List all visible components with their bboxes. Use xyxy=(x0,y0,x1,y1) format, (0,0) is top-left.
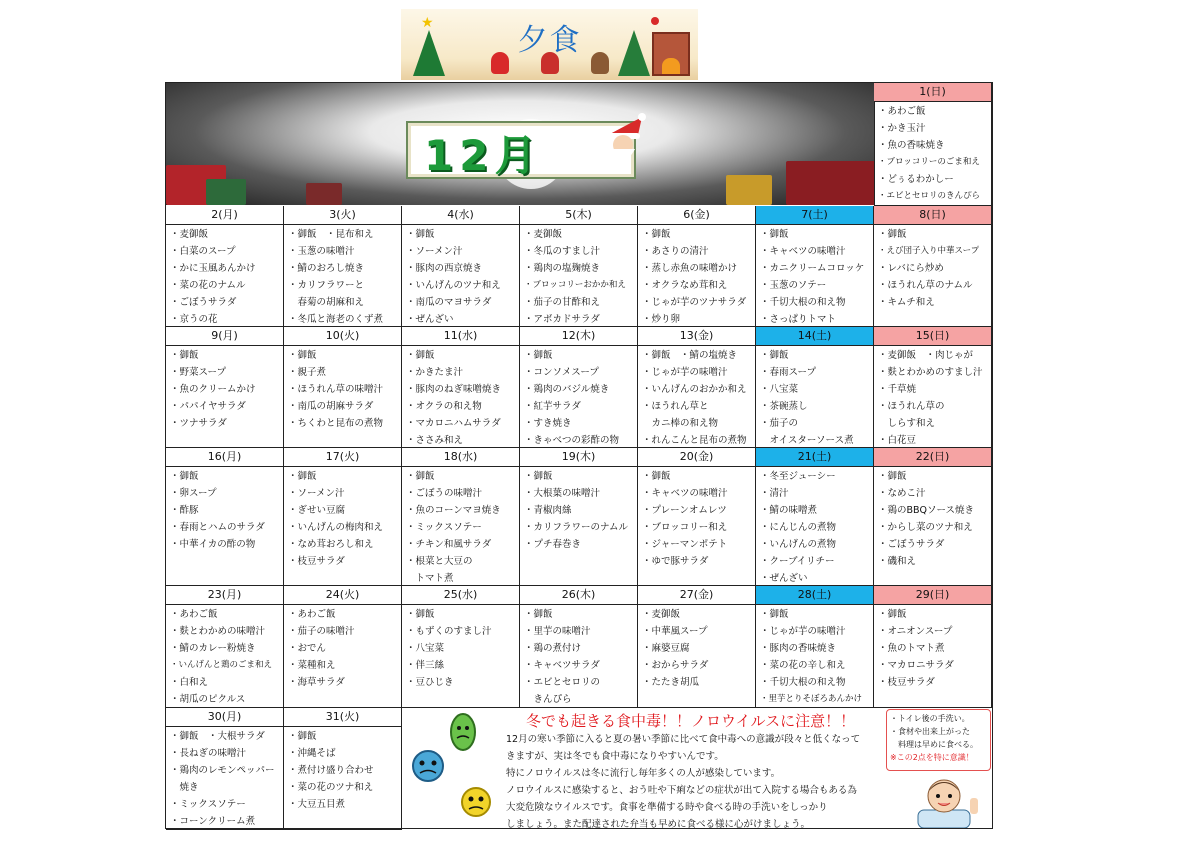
day-header: 28(土) xyxy=(756,586,873,605)
star-icon: ★ xyxy=(421,15,434,31)
notice-line: しましょう。また配達された弁当も早めに食べる様に心がけましょう。 xyxy=(506,819,811,830)
menu-item: ・菜の花の辛し和え xyxy=(760,660,846,671)
menu-item: ・青椒肉絲 xyxy=(524,505,572,516)
menu-item: ・ブロッコリーおかか和え xyxy=(524,280,626,290)
menu-list xyxy=(638,467,755,570)
day-cell xyxy=(520,206,638,327)
menu-list xyxy=(284,225,401,328)
day-header: 8(日) xyxy=(874,206,991,225)
day-cell-1 xyxy=(874,83,992,206)
menu-list xyxy=(756,467,873,587)
menu-item: ・ソーメン汁 xyxy=(406,246,463,257)
menu-list xyxy=(638,605,755,691)
menu-item: ・清汁 xyxy=(760,488,789,499)
day-header: 16(月) xyxy=(166,448,283,467)
menu-item: ・里芋の味噌汁 xyxy=(524,626,591,637)
menu-item: ・オニオンスープ xyxy=(878,626,953,637)
menu-item: ・かに玉風あんかけ xyxy=(170,263,256,274)
day-header: 9(月) xyxy=(166,327,283,346)
menu-item: オイスターソース煮 xyxy=(760,435,854,446)
day-cell xyxy=(166,448,284,586)
menu-item: ・八宝菜 xyxy=(406,643,445,654)
menu-item: ・春雨スープ xyxy=(760,367,817,378)
menu-item: ・アボカドサラダ xyxy=(524,314,600,325)
menu-list xyxy=(166,346,283,432)
menu-item: ・南瓜のマヨサラダ xyxy=(406,297,492,308)
menu-item: ・煮付け盛り合わせ xyxy=(288,765,374,776)
day-cell xyxy=(402,586,520,708)
menu-item: ・ぜんざい xyxy=(760,573,808,584)
menu-item: ・きゃべつの彩酢の物 xyxy=(524,435,620,446)
day-cell xyxy=(284,448,402,586)
day-cell xyxy=(520,586,638,708)
menu-item: ・ちくわと昆布の煮物 xyxy=(288,418,384,429)
menu-item: ・いんげんのツナ和え xyxy=(406,280,501,291)
notice-line: ノロウイルスに感染すると、おう吐や下痢などの症状が出て入院する場合もある為 xyxy=(506,785,857,796)
day-cell xyxy=(166,586,284,708)
menu-list xyxy=(756,346,873,449)
menu-item: ・ささみ和え xyxy=(406,435,464,446)
day-header: 10(火) xyxy=(284,327,401,346)
day-header: 22(日) xyxy=(874,448,991,467)
tip-warning: ※この2点を特に意識！ xyxy=(890,753,974,762)
menu-item: ・すき焼き xyxy=(524,418,572,429)
day-header: 7(土) xyxy=(756,206,873,225)
menu-list xyxy=(166,727,283,830)
menu-item: ・コンソメスープ xyxy=(524,367,599,378)
menu-item: ・麩とわかめの味噌汁 xyxy=(170,626,266,637)
menu-item: ・鶏肉の塩麹焼き xyxy=(524,263,601,274)
menu-item: ・御飯 xyxy=(760,350,789,361)
menu-item: ・枝豆サラダ xyxy=(878,677,935,688)
menu-item: ・あわご飯 xyxy=(170,609,218,620)
menu-item: ・御飯 xyxy=(288,471,317,482)
menu-item: ・鶏のBBQソース焼き xyxy=(878,505,975,516)
menu-item: ・春雨とハムのサラダ xyxy=(170,522,265,533)
menu-list xyxy=(166,225,283,328)
menu-item: ・ブロッコリー和え xyxy=(642,522,728,533)
menu-item: ・胡瓜のピクルス xyxy=(170,694,246,705)
menu-item: ・あさりの清汁 xyxy=(642,246,709,257)
menu-item: 春菊の胡麻和え xyxy=(288,297,365,308)
day-header: 29(日) xyxy=(874,586,991,605)
menu-item: ・御飯 xyxy=(406,609,435,620)
menu-item: ・長ねぎの味噌汁 xyxy=(170,748,247,759)
menu-item: ・沖縄そば xyxy=(288,748,336,759)
day-header: 13(金) xyxy=(638,327,755,346)
menu-item: ・クーブイリチー xyxy=(760,556,835,567)
menu-item: ・冬至ジューシー xyxy=(760,471,836,482)
menu-item: ・海草サラダ xyxy=(288,677,345,688)
menu-item: ・レバにら炒め xyxy=(878,263,944,274)
menu-item: ・大根葉の味噌汁 xyxy=(524,488,601,499)
day-header: 21(土) xyxy=(756,448,873,467)
day-header: 15(日) xyxy=(874,327,991,346)
day-cell xyxy=(520,448,638,586)
menu-item: ・御飯 xyxy=(406,471,435,482)
menu-list xyxy=(638,225,755,328)
menu-item: ・さっぱりトマト xyxy=(760,314,837,325)
menu-item: ・八宝菜 xyxy=(760,384,799,395)
menu-item: ・御飯 xyxy=(406,350,435,361)
menu-item: ・にんじんの煮物 xyxy=(760,522,837,533)
menu-item: ・御飯 xyxy=(170,471,199,482)
menu-item: ・酢豚 xyxy=(170,505,199,516)
menu-item: ・野菜スープ xyxy=(170,367,227,378)
menu-item: ・豚肉の西京焼き xyxy=(406,263,483,274)
title-banner xyxy=(401,9,698,80)
menu-item: ・枝豆サラダ xyxy=(288,556,345,567)
notice-line: きますが、実は冬でも食中毒になりやすいんです。 xyxy=(506,751,724,762)
day-cell xyxy=(284,327,402,448)
day-header: 19(木) xyxy=(520,448,637,467)
menu-item: ・もずくのすまし汁 xyxy=(406,626,492,637)
menu-item: ・ブロッコリーのごま和え xyxy=(878,157,980,167)
menu-item: ・れんこんと昆布の煮物 xyxy=(642,435,747,446)
menu-item: ・茄子の甘酢和え xyxy=(524,297,601,308)
menu-item: ・おでん xyxy=(288,643,326,654)
month-label: 12月 xyxy=(424,131,543,180)
menu-item: ・菜種和え xyxy=(288,660,336,671)
day-header: 11(水) xyxy=(402,327,519,346)
santa-icon xyxy=(598,113,648,171)
menu-item: ・御飯 xyxy=(760,229,789,240)
menu-item: 焼き xyxy=(170,782,199,793)
day-header: 30(月) xyxy=(166,708,283,727)
menu-item: ・オクラなめ茸和え xyxy=(642,280,728,291)
menu-item: ・御飯 xyxy=(524,609,553,620)
day-header: 17(火) xyxy=(284,448,401,467)
menu-item: ・かき玉汁 xyxy=(878,123,926,134)
menu-item: ・鶏肉のレモンペッパー xyxy=(170,765,275,776)
menu-item: ・かきたま汁 xyxy=(406,367,464,378)
menu-item: ・御飯 xyxy=(642,229,671,240)
day-header: 26(木) xyxy=(520,586,637,605)
menu-item: ・なめ茸おろし和え xyxy=(288,539,374,550)
menu-item: ・じゃが芋の味噌汁 xyxy=(760,626,846,637)
menu-item: ・ミックスソテー xyxy=(170,799,246,810)
day-header: 24(火) xyxy=(284,586,401,605)
menu-item: ・御飯 ・鯖の塩焼き xyxy=(642,350,738,361)
menu-item: ・ぜんざい xyxy=(406,314,454,325)
menu-item: ・冬瓜と海老のくず煮 xyxy=(288,314,384,325)
menu-item: ・里芋とりそぼろあんかけ xyxy=(760,694,863,704)
menu-list xyxy=(520,346,637,449)
menu-item: カニ棒の和え物 xyxy=(642,418,719,429)
menu-item: ・南瓜の胡麻サラダ xyxy=(288,401,374,412)
menu-item: ・御飯 xyxy=(288,731,317,742)
menu-item: ・パパイヤサラダ xyxy=(170,401,246,412)
menu-item: ・いんげんの煮物 xyxy=(760,539,837,550)
menu-list xyxy=(874,346,991,449)
menu-item: ・カニクリームコロッケ xyxy=(760,263,865,274)
day-cell xyxy=(756,448,874,586)
day-cell xyxy=(756,206,874,327)
menu-item: ・ほうれん草と xyxy=(642,401,709,412)
menu-item: ・御飯 xyxy=(406,229,435,240)
day-header: 23(月) xyxy=(166,586,283,605)
menu-list xyxy=(756,605,873,708)
menu-list xyxy=(874,225,991,311)
menu-item: ・御飯 ・昆布和え xyxy=(288,229,374,240)
menu-item: ・ほうれん草の味噌汁 xyxy=(288,384,384,395)
menu-item: ・御飯 xyxy=(878,471,907,482)
menu-item: ・白花豆 xyxy=(878,435,917,446)
menu-list xyxy=(520,467,637,553)
menu-item: ・豆ひじき xyxy=(406,677,454,688)
day-cell xyxy=(756,327,874,448)
menu-item: ・中華イカの酢の物 xyxy=(170,539,256,550)
menu-item: ・エビとセロリのきんぴら xyxy=(878,191,981,201)
menu-item: ・豚肉のねぎ味噌焼き xyxy=(406,384,502,395)
day-cell xyxy=(166,708,284,830)
day-cell xyxy=(520,327,638,448)
menu-item: ・茄子の xyxy=(760,418,799,429)
menu-item: きんぴら xyxy=(524,694,572,705)
menu-item: ・マカロニサラダ xyxy=(878,660,954,671)
menu-item: ・茄子の味噌汁 xyxy=(288,626,355,637)
menu-item: ・御飯 xyxy=(524,471,553,482)
menu-item: ・御飯 xyxy=(288,350,317,361)
day-cell xyxy=(284,586,402,708)
day-cell xyxy=(874,586,992,708)
notice-body xyxy=(506,731,886,833)
menu-item: ・菜の花のツナ和え xyxy=(288,782,374,793)
day-cell xyxy=(874,327,992,448)
menu-item: ・親子煮 xyxy=(288,367,327,378)
menu-item: ・御飯 xyxy=(878,229,907,240)
menu-item: ・麦御飯 xyxy=(170,229,209,240)
menu-item: ・御飯 ・大根サラダ xyxy=(170,731,265,742)
notice-line: 大変危険なウイルスです。食事を準備する時や食べる時の手洗いをしっかり xyxy=(506,802,828,813)
menu-item: ・伴三絲 xyxy=(406,660,445,671)
menu-item: ・いんげんのおかか和え xyxy=(642,384,747,395)
menu-item: ・プチ春巻き xyxy=(524,539,582,550)
menu-item: ・マカロニハムサラダ xyxy=(406,418,501,429)
menu-list xyxy=(166,605,283,708)
day-cell xyxy=(402,327,520,448)
menu-item: ・紅芋サラダ xyxy=(524,401,581,412)
menu-list xyxy=(402,346,519,449)
day-cell xyxy=(874,206,992,327)
menu-item: ・ジャーマンポテト xyxy=(642,539,728,550)
menu-item: ・鶏肉のバジル焼き xyxy=(524,384,610,395)
menu-list xyxy=(402,225,519,328)
day-header: 12(木) xyxy=(520,327,637,346)
menu-item: ・千切大根の和え物 xyxy=(760,677,846,688)
menu-list xyxy=(402,467,519,587)
day-header: 2(月) xyxy=(166,206,283,225)
menu-item: ・茶碗蒸し xyxy=(760,401,808,412)
day-header: 6(金) xyxy=(638,206,755,225)
menu-item: ・キャベツの味噌汁 xyxy=(642,488,728,499)
menu-item: ・ほうれん草のナムル xyxy=(878,280,973,291)
menu-item: ・カリフラワーのナムル xyxy=(524,522,629,533)
menu-item: ・ソーメン汁 xyxy=(288,488,345,499)
tip-line: ・食材や出来上がった xyxy=(890,727,970,736)
green-germ-icon xyxy=(446,710,480,754)
menu-item: ・御飯 xyxy=(760,609,789,620)
notice-heading: 冬でも起きる食中毒！！ノロウイルスに注意！！ xyxy=(526,712,856,730)
day-cell xyxy=(638,327,756,448)
menu-item: ・チキン和風サラダ xyxy=(406,539,492,550)
menu-item: ・千切大根の和え物 xyxy=(760,297,846,308)
day-cell xyxy=(756,586,874,708)
menu-item: ・なめこ汁 xyxy=(878,488,926,499)
menu-item: ・あわご飯 xyxy=(878,106,926,117)
day-header: 27(金) xyxy=(638,586,755,605)
day-header: 1(日) xyxy=(874,83,991,102)
day-header: 18(水) xyxy=(402,448,519,467)
day-cell xyxy=(284,206,402,327)
menu-item: ・御飯 xyxy=(170,350,199,361)
page-title: 夕食 xyxy=(517,23,582,58)
day-header: 14(土) xyxy=(756,327,873,346)
menu-item: ・どぅるわかしー xyxy=(878,174,954,185)
menu-item: ・ごぼうサラダ xyxy=(170,297,237,308)
day-cell xyxy=(638,206,756,327)
menu-item: ・キャベツの味噌汁 xyxy=(760,246,846,257)
blue-germ-icon xyxy=(406,744,450,788)
hand-washing-tip xyxy=(886,709,991,771)
menu-list xyxy=(284,346,401,432)
day-cell xyxy=(638,448,756,586)
day-header: 31(火) xyxy=(284,708,401,727)
menu-item: ・エビとセロリの xyxy=(524,677,601,688)
menu-list xyxy=(874,467,991,570)
menu-item: ・中華風スープ xyxy=(642,626,708,637)
menu-list xyxy=(874,102,991,205)
menu-item: ・プレーンオムレツ xyxy=(642,505,727,516)
menu-item: ・麦御飯 ・肉じゃが xyxy=(878,350,974,361)
menu-item: ・磯和え xyxy=(878,556,917,567)
day-cell xyxy=(638,586,756,708)
menu-item: ・カリフラワーと xyxy=(288,280,365,291)
menu-item: ・玉葱のソテー xyxy=(760,280,827,291)
notice-line: 12月の寒い季節に入ると夏の暑い季節に比べて食中毒への意識が段々と低くなって xyxy=(506,734,861,745)
menu-item: ・魚のコーンマヨ焼き xyxy=(406,505,501,516)
menu-item: ・炒り卵 xyxy=(642,314,681,325)
menu-item: ・鯖のおろし焼き xyxy=(288,263,365,274)
menu-item: ・ゆで豚サラダ xyxy=(642,556,709,567)
menu-item: ・御飯 xyxy=(878,609,907,620)
menu-item: ・豚肉の香味焼き xyxy=(760,643,837,654)
menu-item: ・麩とわかめのすまし汁 xyxy=(878,367,983,378)
menu-list xyxy=(520,225,637,328)
menu-list xyxy=(638,346,755,449)
day-header: 3(火) xyxy=(284,206,401,225)
menu-item: ・京うの花 xyxy=(170,314,218,325)
menu-item: ・じゃが芋の味噌汁 xyxy=(642,367,728,378)
tip-line: ・トイレ後の手洗い。 xyxy=(890,714,970,723)
day-cell xyxy=(166,206,284,327)
menu-item: ・大豆五目煮 xyxy=(288,799,346,810)
menu-list xyxy=(284,727,401,813)
menu-item: ・卵スープ xyxy=(170,488,217,499)
menu-item: ・ごぼうの味噌汁 xyxy=(406,488,483,499)
menu-item: ・白和え xyxy=(170,677,209,688)
menu-item: ・えび団子入り中華スープ xyxy=(878,246,980,256)
menu-item: ・ぎせい豆腐 xyxy=(288,505,346,516)
december-hero-image xyxy=(166,83,875,205)
menu-list xyxy=(874,605,991,691)
menu-item: ・あわご飯 xyxy=(288,609,336,620)
nutritionist-icon xyxy=(898,770,990,828)
menu-item: ・蒸し赤魚の味噌かけ xyxy=(642,263,738,274)
day-cell xyxy=(284,708,402,830)
menu-item: ・白菜のスープ xyxy=(170,246,236,257)
menu-item: ・いんげんの梅肉和え xyxy=(288,522,384,533)
day-header: 5(木) xyxy=(520,206,637,225)
menu-item: ・ごぼうサラダ xyxy=(878,539,945,550)
day-header: 25(水) xyxy=(402,586,519,605)
day-cell xyxy=(874,448,992,586)
menu-item: ・ツナサラダ xyxy=(170,418,227,429)
menu-item: ・鶏の煮付け xyxy=(524,643,582,654)
menu-item: ・魚のトマト煮 xyxy=(878,643,945,654)
menu-item: ・玉葱の味噌汁 xyxy=(288,246,355,257)
menu-item: ・ほうれん草の xyxy=(878,401,945,412)
day-header: 20(金) xyxy=(638,448,755,467)
menu-list xyxy=(284,467,401,570)
menu-item: ・オクラの和え物 xyxy=(406,401,482,412)
menu-item: ・キムチ和え xyxy=(878,297,935,308)
day-cell xyxy=(402,206,520,327)
menu-item: ・冬瓜のすまし汁 xyxy=(524,246,601,257)
menu-list xyxy=(756,225,873,328)
menu-item: ・じゃが芋のツナサラダ xyxy=(642,297,747,308)
menu-item: ・麻婆豆腐 xyxy=(642,643,690,654)
menu-item: ・ミックスソテー xyxy=(406,522,482,533)
menu-item: ・からし菜のツナ和え xyxy=(878,522,973,533)
menu-item: ・根菜と大豆の xyxy=(406,556,473,567)
menu-item: ・鯖の味噌煮 xyxy=(760,505,818,516)
menu-list xyxy=(284,605,401,691)
menu-item: ・鯖のカレー粉焼き xyxy=(170,643,256,654)
menu-list xyxy=(166,467,283,553)
menu-list xyxy=(520,605,637,708)
day-cell xyxy=(166,327,284,448)
menu-item: ・麦御飯 xyxy=(642,609,681,620)
menu-item: しらす和え xyxy=(878,418,936,429)
menu-item: トマト煮 xyxy=(406,573,454,584)
menu-item: ・千草焼 xyxy=(878,384,917,395)
menu-item: ・御飯 xyxy=(524,350,553,361)
menu-item: ・御飯 xyxy=(642,471,671,482)
day-header: 4(水) xyxy=(402,206,519,225)
menu-item: ・いんげんと鶏のごま和え xyxy=(170,660,273,670)
menu-item: ・麦御飯 xyxy=(524,229,563,240)
menu-list xyxy=(402,605,519,691)
menu-item: ・魚のクリームかけ xyxy=(170,384,256,395)
menu-item: ・たたき胡瓜 xyxy=(642,677,700,688)
menu-item: ・コーンクリーム煮 xyxy=(170,816,256,827)
menu-item: ・キャベツサラダ xyxy=(524,660,600,671)
yellow-germ-icon xyxy=(454,780,498,824)
menu-item: ・菜の花のナムル xyxy=(170,280,246,291)
tip-line: 料理は早めに食べる。 xyxy=(890,740,978,749)
day-cell xyxy=(402,448,520,586)
menu-item: ・おからサラダ xyxy=(642,660,709,671)
notice-line: 特にノロウイルスは冬に流行し毎年多くの人が感染しています。 xyxy=(506,768,781,779)
menu-item: ・魚の香味焼き xyxy=(878,140,945,151)
